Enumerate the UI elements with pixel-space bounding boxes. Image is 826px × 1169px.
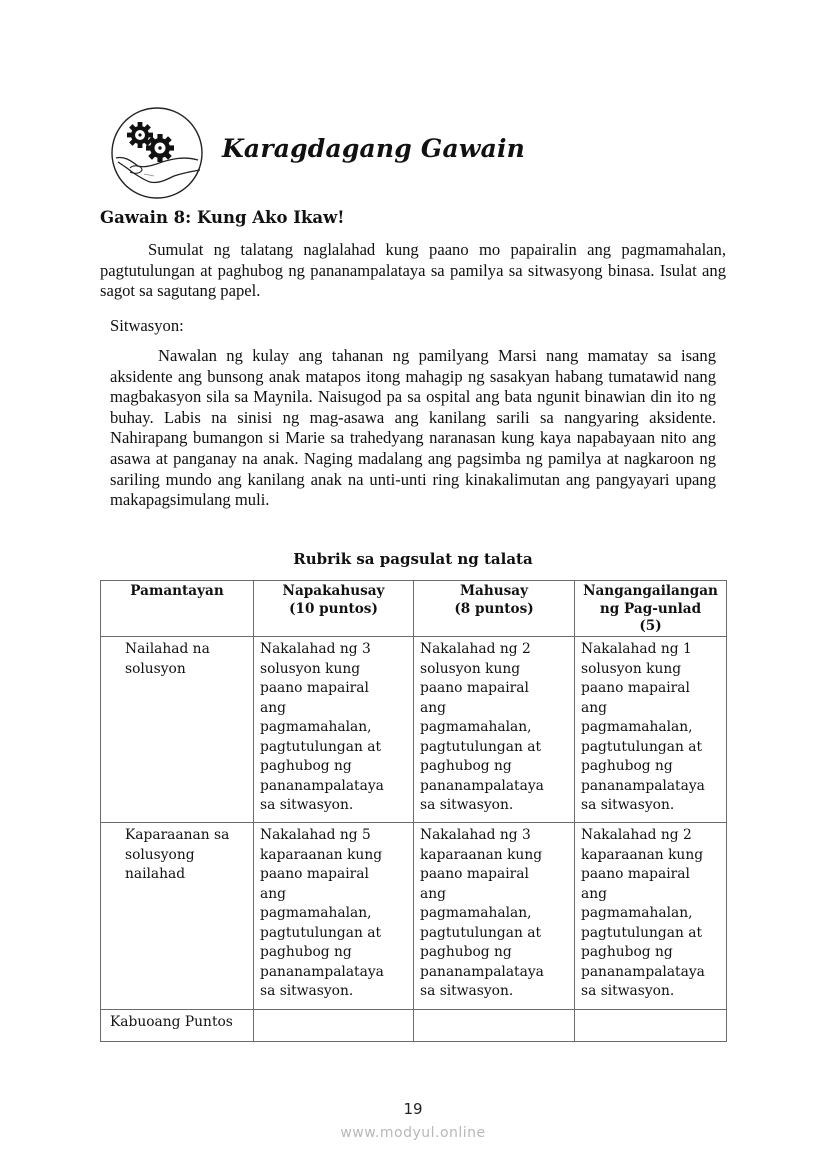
total-row — [101, 1010, 727, 1042]
total-label: Kabuoang Puntos — [110, 1014, 233, 1030]
cell-line: sa sitwasyon. — [581, 797, 675, 813]
cell-line: solusyon kung — [260, 660, 361, 677]
cell-line: paghubog ng — [420, 758, 512, 774]
cell-line: pagmamahalan, — [260, 719, 372, 735]
header-line: Mahusay — [460, 583, 528, 599]
header-line: Napakahusay — [282, 583, 385, 599]
header-line: ng Pag-unlad — [599, 600, 702, 617]
cell-line: paano mapairal — [420, 866, 529, 882]
cell-line: sa sitwasyon. — [581, 983, 675, 999]
header-mahusay — [414, 581, 575, 637]
cell-line: sa sitwasyon. — [260, 983, 354, 999]
header-line: (5) — [639, 618, 662, 634]
cell-line: pagtutulungan at — [581, 738, 703, 755]
cell-line: solusyon kung — [420, 660, 521, 677]
cell-line: pananampalataya — [581, 963, 705, 980]
cell-line: ang — [581, 699, 607, 716]
score-cell — [414, 823, 575, 1010]
total-score-cell — [575, 1010, 727, 1042]
cell-line: pagtutulungan at — [260, 738, 382, 755]
cell-line: solusyon — [125, 660, 186, 677]
cell-line: Nakalahad ng 2 — [581, 827, 692, 843]
cell-line: Nakalahad ng 1 — [581, 641, 692, 657]
header-line: (8 puntos) — [454, 600, 534, 617]
cell-line: pananampalataya — [420, 777, 544, 794]
cell-line: ang — [420, 885, 446, 902]
cell-line: pananampalataya — [260, 963, 384, 980]
cell-line: Nakalahad ng 5 — [260, 827, 371, 843]
table-row — [101, 823, 727, 1010]
cell-line: kaparaanan kung — [260, 846, 383, 863]
cell-line: paano mapairal — [420, 680, 529, 696]
cell-line: sa sitwasyon. — [420, 983, 514, 999]
cell-line: sa sitwasyon. — [420, 797, 514, 813]
total-score-cell — [254, 1010, 414, 1042]
situation-text: Nawalan ng kulay ang tahanan ng pamilyang Marsi nang mamatay sa isang aksidente ang bunsong anak matapos itong mahagip ng sasakyan habang tumatawid nang magbakasyon sila sa Maynila. Naisugod pa sa ospital ang bata ngunit binawian din ito ng buhay. Labis na sinisi ng mag-asawa ang kanilang sarili sa nangyaring aksidente. Nahirapang bumangon si Marie sa trahedyang naranasan kung kaya napabayaan nito ang asawa at panganay na anak. Naging madalang ang pagsimba ng pamilya at nagkaroon ng sariling mundo ang kanilang anak na unti-unti ring kinakalimutan ang pangyayari upang makapagsimulang muli. — [110, 346, 716, 510]
cell-line: paano mapairal — [260, 680, 369, 696]
cell-line: paghubog ng — [260, 758, 352, 774]
cell-line: pagmamahalan, — [420, 905, 532, 921]
cell-line: pananampalataya — [581, 777, 705, 794]
cell-line: nailahad — [125, 866, 186, 882]
cell-line: pananampalataya — [260, 777, 384, 794]
cell-line: Kaparaanan sa — [125, 827, 230, 843]
score-cell — [575, 823, 727, 1010]
cell-line: kaparaanan kung — [581, 846, 704, 863]
page-number: 19 — [403, 1100, 423, 1118]
cell-line: paano mapairal — [581, 866, 690, 882]
activity-title: Gawain 8: Kung Ako Ikaw! — [100, 208, 345, 227]
watermark: www.modyul.online — [340, 1125, 486, 1141]
rubric-table — [100, 580, 727, 1042]
cell-line: Nailahad na — [125, 641, 210, 657]
criterion-cell — [101, 823, 254, 1010]
cell-line: pagtutulungan at — [420, 738, 542, 755]
cell-line: ang — [260, 885, 286, 902]
header-line: Nangangailangan — [583, 583, 718, 599]
score-cell — [254, 823, 414, 1010]
score-cell — [414, 637, 575, 823]
section-title: Karagdagang Gawain — [222, 134, 526, 163]
cell-line: paghubog ng — [260, 944, 352, 960]
cell-line: paano mapairal — [581, 680, 690, 696]
header-napakahusay — [254, 581, 414, 637]
header-pamantayan — [101, 581, 254, 637]
score-cell — [254, 637, 414, 823]
cell-line: kaparaanan kung — [420, 846, 543, 863]
cell-line: ang — [420, 699, 446, 716]
cell-line: pagtutulungan at — [260, 924, 382, 941]
cell-line: paghubog ng — [420, 944, 512, 960]
cell-line: pagmamahalan, — [581, 719, 693, 735]
cell-line: solusyon kung — [581, 660, 682, 677]
header-line: Pamantayan — [130, 583, 224, 599]
instructions-text: Sumulat ng talatang naglalahad kung paano mo papairalin ang pagmamahalan, pagtutulungan at paghubog ng pananampalataya sa pamilya sa sitwasyong binasa. Isulat ang sagot sa sagutang papel. — [100, 240, 726, 301]
cell-line: ang — [260, 699, 286, 716]
situation-label: Sitwasyon: — [110, 316, 184, 335]
rubric-header-row — [101, 581, 727, 637]
total-label-cell — [101, 1010, 254, 1042]
cell-line: sa sitwasyon. — [260, 797, 354, 813]
total-score-cell — [414, 1010, 575, 1042]
table-row — [101, 637, 727, 823]
rubric-title: Rubrik sa pagsulat ng talata — [293, 550, 533, 568]
cell-line: pagtutulungan at — [581, 924, 703, 941]
instructions-paragraph — [100, 240, 726, 302]
criterion-cell — [101, 637, 254, 823]
score-cell — [575, 637, 727, 823]
cell-line: paghubog ng — [581, 758, 673, 774]
cell-line: Nakalahad ng 2 — [420, 641, 531, 657]
cell-line: Nakalahad ng 3 — [420, 827, 531, 843]
cell-line: paano mapairal — [260, 866, 369, 882]
cell-line: pananampalataya — [420, 963, 544, 980]
cell-line: solusyong — [125, 846, 195, 863]
cell-line: Nakalahad ng 3 — [260, 641, 371, 657]
gears-on-hand-icon — [110, 106, 204, 200]
cell-line: ang — [581, 885, 607, 902]
cell-line: pagmamahalan, — [581, 905, 693, 921]
cell-line: paghubog ng — [581, 944, 673, 960]
cell-line: pagmamahalan, — [420, 719, 532, 735]
header-nangangailangan — [575, 581, 727, 637]
cell-line: pagtutulungan at — [420, 924, 542, 941]
header-line: (10 puntos) — [289, 600, 378, 617]
cell-line: pagmamahalan, — [260, 905, 372, 921]
situation-paragraph — [110, 346, 716, 511]
